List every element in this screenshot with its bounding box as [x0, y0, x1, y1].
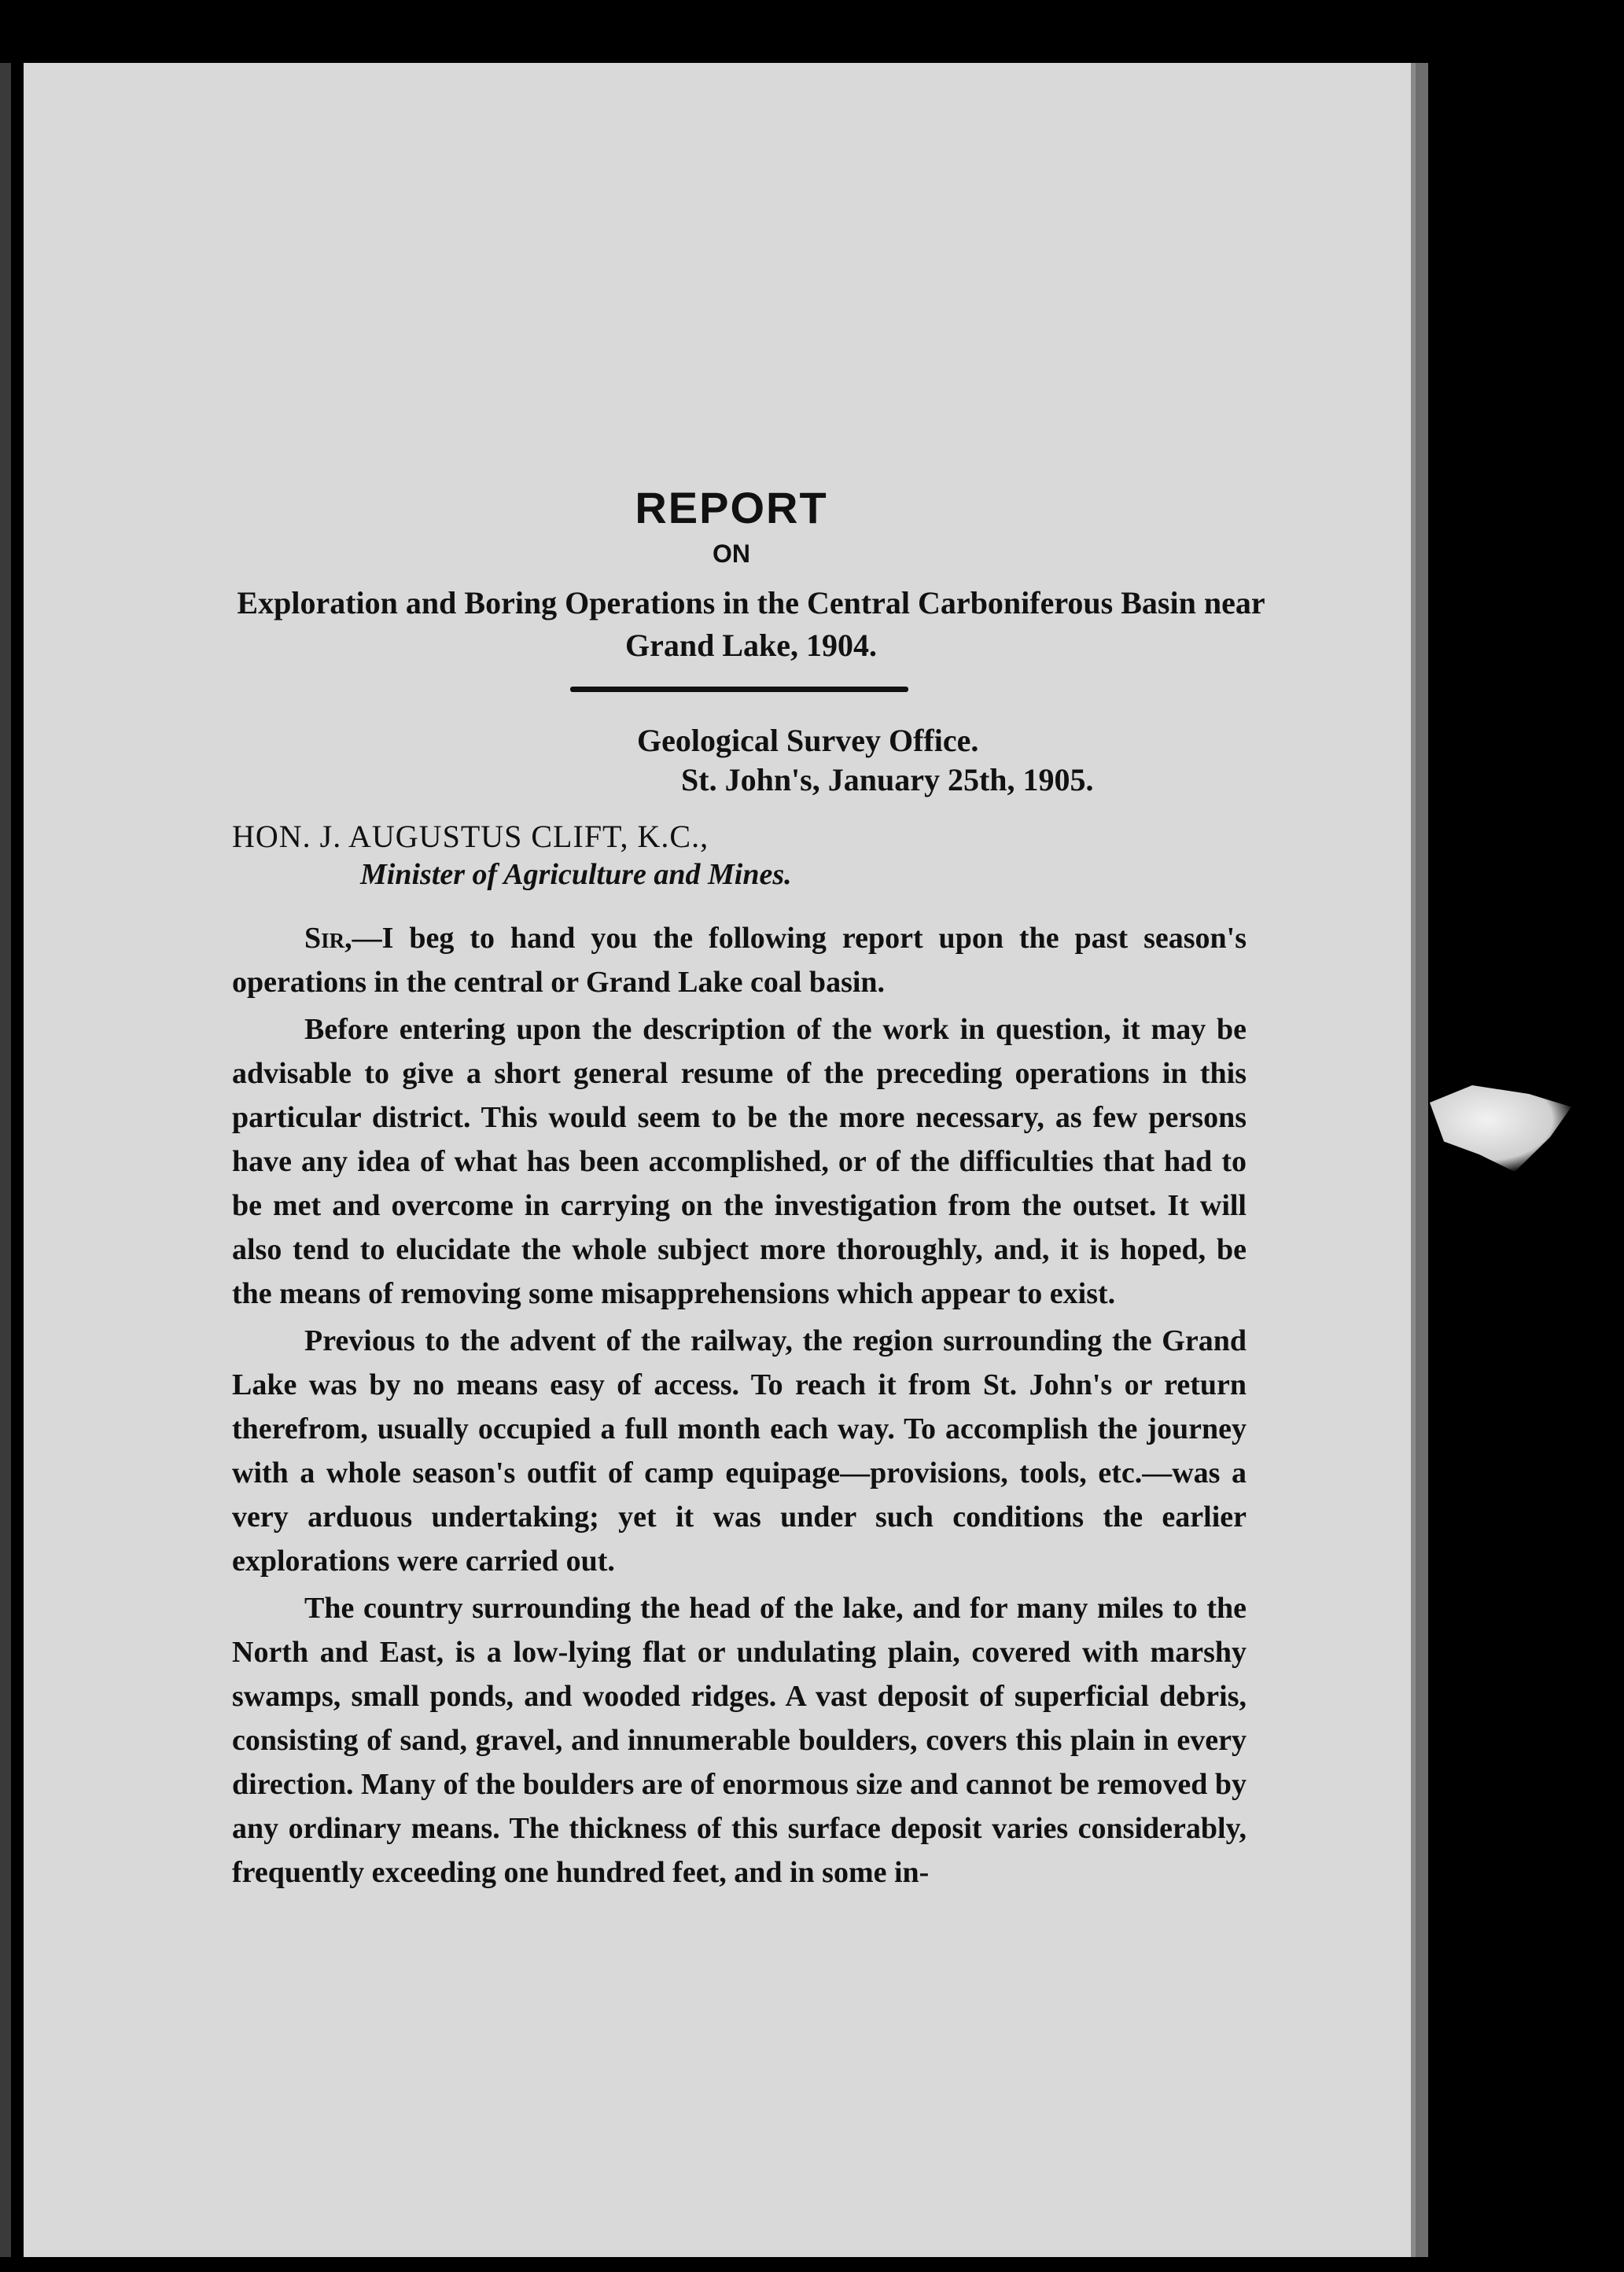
page-gutter	[1416, 63, 1428, 2257]
addressee-title: Minister of Agriculture and Mines.	[360, 858, 792, 891]
paragraph-3: Previous to the advent of the railway, the region surrounding the Grand Lake was by no means easy of access. To reach it from St. John's or return therefrom, usually occupied a full month each way. To accomplish the journey with a whole season's outfit of camp equipage—provisions, tools, etc.—was a very arduous undertaking; yet it was under such conditions the earlier explorations were carried out.	[232, 1324, 1247, 1578]
report-title: REPORT	[635, 483, 828, 532]
report-body	[232, 916, 1247, 1898]
addressee-name: HON. J. AUGUSTUS CLIFT, K.C.,	[232, 819, 709, 854]
paragraph-2: Before entering upon the description of the work in question, it may be advisable to give a short general resume of the preceding operations in this particular district. This would seem to be the more necessary, as few persons have any idea of what has been accomplished, or of the difficulties that had to be met and overcome in carrying on the investigation from the outset. It will also tend to elucidate the whole subject more thoroughly, and, it is hoped, be the means of removing some misapprehensions which appear to exist.	[232, 1013, 1247, 1310]
report-heading: Exploration and Boring Operations in the Central Carboniferous Basin near Grand Lake, 1904.	[237, 585, 1265, 663]
paragraph-4: The country surrounding the head of the lake, and for many miles to the North and East, is a low-lying flat or undulating plain, covered with marshy swamps, small ponds, and wooded ridges. A vast deposit of superficial debris, consisting of sand, gravel, and innumerable boulders, covers this plain in every direction. Many of the boulders are of enormous size and cannot be removed by any ordinary means. The thickness of this surface deposit varies considerably, frequently exceeding one hundred feet, and in some in-	[232, 1592, 1247, 1889]
paragraph-1-text: —I beg to hand you the following report upon the past season's operations in the central or Grand Lake coal basin.	[232, 922, 1247, 999]
office-line: Geological Survey Office.	[637, 723, 979, 758]
place-date-line: St. John's, January 25th, 1905.	[681, 762, 1094, 797]
paper-tab	[1430, 1085, 1571, 1172]
book-edge	[0, 63, 11, 2257]
title-rule	[570, 687, 908, 692]
report-subtitle-on: ON	[713, 539, 750, 568]
salutation: Sir,	[304, 922, 352, 955]
paragraph-1	[232, 916, 1247, 1004]
